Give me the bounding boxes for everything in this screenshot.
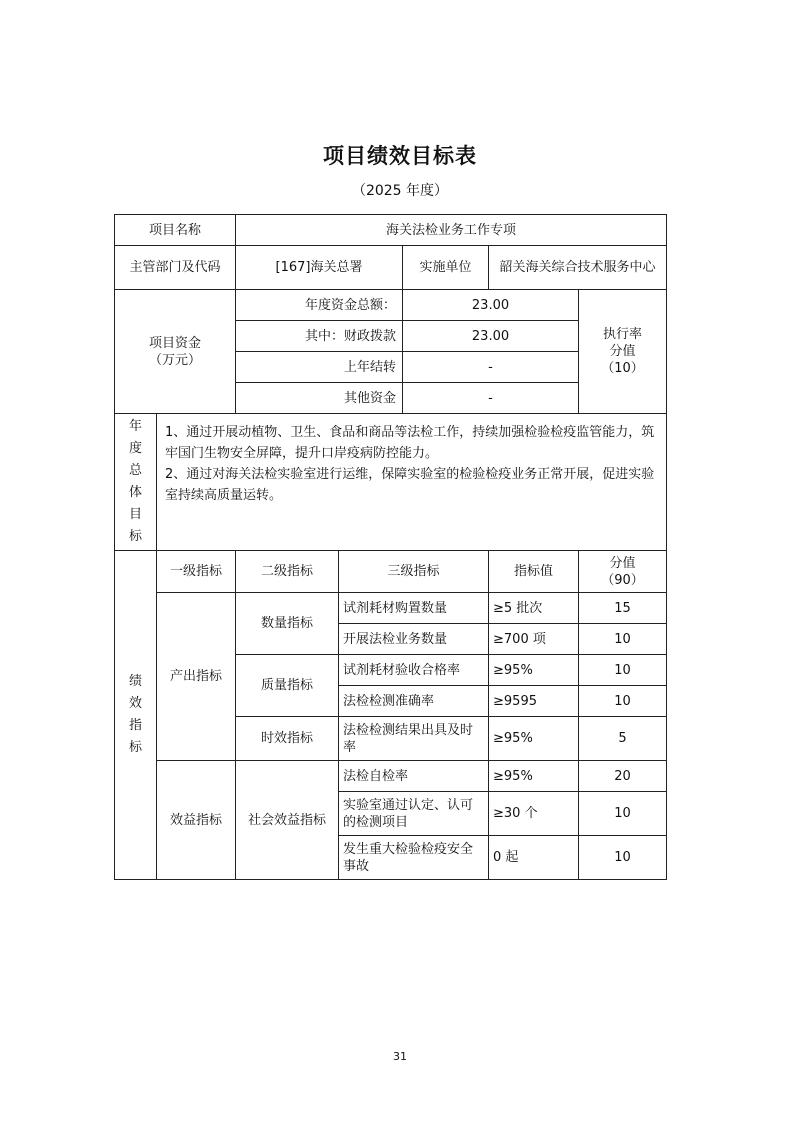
indicator-score: 10 <box>579 836 667 880</box>
indicator-score: 10 <box>579 624 667 655</box>
indicator-name: 法检自检率 <box>339 761 489 792</box>
funds-carryover-label: 上年结转 <box>236 352 403 383</box>
execution-score-label: 分值 <box>609 344 636 359</box>
page-title: 项目绩效目标表 <box>323 144 477 168</box>
table-row <box>115 593 667 624</box>
goal-item: 2、通过对海关法检实验室进行运维，保障实验室的检验检疫业务正常开展，促进实验室持续高质量运转。 <box>165 467 655 503</box>
department-row <box>115 246 667 290</box>
funds-row <box>115 290 667 321</box>
indicator-value: 0 起 <box>489 836 579 880</box>
indicator-value: ≥95% <box>489 761 579 792</box>
header-level2: 二级指标 <box>236 551 339 593</box>
indicator-value: ≥5 批次 <box>489 593 579 624</box>
page-number: 31 <box>393 1050 407 1063</box>
execution-score-value: （10） <box>601 361 644 376</box>
indicator-name: 法检检测结果出具及时率 <box>339 717 489 761</box>
funds-other-value: - <box>403 383 579 414</box>
goals-label-cell <box>115 414 157 551</box>
goals-label: 年度总体目标 <box>128 419 142 544</box>
indicator-score: 15 <box>579 593 667 624</box>
header-value: 指标值 <box>489 551 579 593</box>
funds-label: 项目资金 <box>149 335 202 351</box>
indicator-value: ≥700 项 <box>489 624 579 655</box>
timeliness-indicator-label: 时效指标 <box>236 717 339 761</box>
indicators-label: 绩效指标 <box>128 674 142 755</box>
indicator-header-row <box>115 551 667 593</box>
funds-label-cell <box>115 290 236 414</box>
funds-total-label: 年度资金总额： <box>236 290 403 321</box>
quantity-indicator-label: 数量指标 <box>236 593 339 655</box>
funds-other-label: 其他资金 <box>236 383 403 414</box>
funds-fiscal-label: 其中：财政拨款 <box>236 321 403 352</box>
department-label: 主管部门及代码 <box>115 246 236 290</box>
indicator-name: 实验室通过认定、认可的检测项目 <box>339 792 489 836</box>
execution-score-cell <box>579 290 667 414</box>
indicator-score: 20 <box>579 761 667 792</box>
quality-indicator-label: 质量指标 <box>236 655 339 717</box>
execution-rate-label: 执行率 <box>603 327 643 342</box>
benefit-indicator-label: 效益指标 <box>157 761 236 880</box>
indicator-value: ≥95% <box>489 717 579 761</box>
goal-item: 1、通过开展动植物、卫生、食品和商品等法检工作，持续加强检验检疫监管能力，筑牢国门生物安全屏障，提升口岸疫病防控能力。 <box>165 425 655 461</box>
project-name-value: 海关法检业务工作专项 <box>236 215 667 246</box>
goals-row <box>115 414 667 551</box>
header-score-cell <box>579 551 667 593</box>
page-subtitle: （2025 年度） <box>351 183 449 199</box>
table-row <box>115 761 667 792</box>
funds-total-value: 23.00 <box>403 290 579 321</box>
implementing-unit-label: 实施单位 <box>403 246 489 290</box>
goals-content <box>157 414 667 551</box>
indicator-score: 5 <box>579 717 667 761</box>
indicator-value: ≥95% <box>489 655 579 686</box>
output-indicator-label: 产出指标 <box>157 593 236 761</box>
indicator-name: 法检检测准确率 <box>339 686 489 717</box>
header-level1: 一级指标 <box>157 551 236 593</box>
indicator-name: 开展法检业务数量 <box>339 624 489 655</box>
funds-fiscal-value: 23.00 <box>403 321 579 352</box>
indicator-name: 试剂耗材购置数量 <box>339 593 489 624</box>
indicator-name: 发生重大检验检疫安全事故 <box>339 836 489 880</box>
header-score-total: （90） <box>601 572 644 588</box>
project-name-row <box>115 215 667 246</box>
indicator-value: ≥9595 <box>489 686 579 717</box>
social-benefit-indicator-label: 社会效益指标 <box>236 761 339 880</box>
funds-carryover-value: - <box>403 352 579 383</box>
indicators-label-cell <box>115 551 157 880</box>
indicator-name: 试剂耗材验收合格率 <box>339 655 489 686</box>
indicator-score: 10 <box>579 792 667 836</box>
indicator-score: 10 <box>579 655 667 686</box>
header-level3: 三级指标 <box>339 551 489 593</box>
implementing-unit-value: 韶关海关综合技术服务中心 <box>489 246 667 290</box>
funds-unit: （万元） <box>149 352 202 368</box>
indicator-score: 10 <box>579 686 667 717</box>
performance-table <box>114 214 667 880</box>
indicator-value: ≥30 个 <box>489 792 579 836</box>
project-name-label: 项目名称 <box>115 215 236 246</box>
header-score: 分值 <box>609 555 636 571</box>
department-value: [167]海关总署 <box>236 246 403 290</box>
